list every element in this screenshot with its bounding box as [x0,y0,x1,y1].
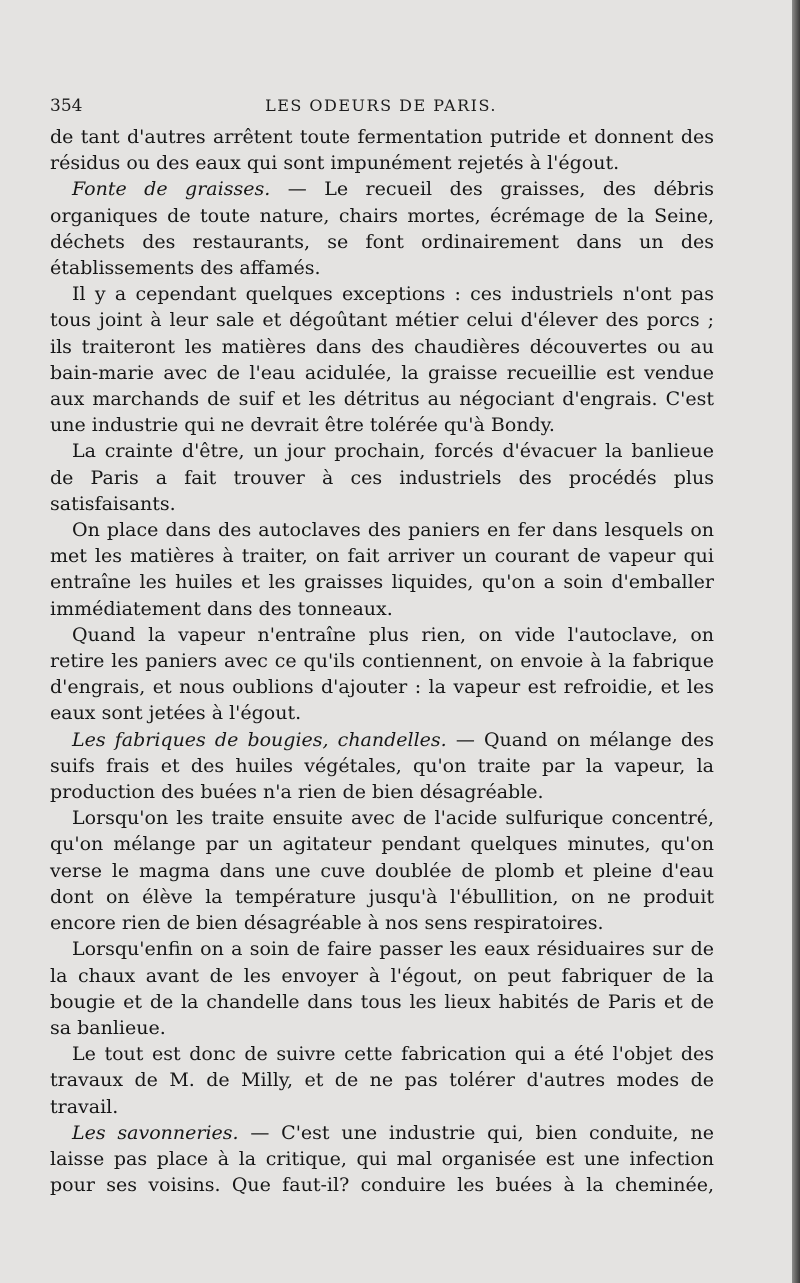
paragraph-text: — Le recueil des graisses, des débris organiques de toute nature, chairs mortes, écrémage de la Seine, déchets des restaurants, se font ordinairement dans un des établissements des affamés. [50,178,715,280]
section-label: Fonte de graisses. [72,178,271,201]
page-edge-shadow [792,0,800,1283]
paragraph-text: La crainte d'être, un jour prochain, forcés d'évacuer la banlieue de Paris a fait trouver à ces industriels des procédés plus satisfaisants. [50,440,714,515]
paragraph [50,438,714,517]
paragraph [50,805,714,936]
page-header [50,96,712,120]
paragraph [50,622,714,727]
paragraph-text: Quand la vapeur n'entraîne plus rien, on vide l'autoclave, on retire les paniers avec ce qu'ils contiennent, on envoie à la fabrique d'engrais, et nous oublions d'ajouter : la vapeur est refroidie, et les eaux sont jetées à l'égout. [50,623,714,725]
paragraph [50,124,714,176]
page-number: 354 [50,96,83,116]
paragraph [50,517,714,622]
section-label: Les fabriques de bougies, chandelles. [72,728,447,751]
paragraph-text: — C'est une industrie qui, bien conduite, ne laisse pas place à la critique, qui mal organisée est une infection pour ses voisins. Que faut-il? conduire les buées à la cheminée, [50,1121,714,1197]
paragraph-text: On place dans des autoclaves des paniers en fer dans lesquels on met les matières à traiter, on fait arriver un courant de vapeur qui entraîne les huiles et les graisses liquides, qu'on a soin d'emballer immédiatement dans des tonneaux. [50,519,714,620]
paragraph [50,936,714,1041]
paragraph [50,727,714,806]
paragraph-text: de tant d'autres arrêtent toute fermentation putride et donnent des résidus ou des eaux qui sont impunément rejetés à l'égout. [50,126,714,175]
paragraph-text: Lorsqu'on les traite ensuite avec de l'acide sulfurique concentré, qu'on mélange par un agitateur pendant quelques minutes, qu'on verse le magma dans une cuve doublée de plomb et pleine d'eau dont on élève la température jusqu'à l'ébullition, on ne produit encore rien de bien désagréable à nos sens respiratoires. [50,807,714,935]
paragraph-text: Il y a cependant quelques exceptions : ces industriels n'ont pas tous joint à leur sale et dégoûtant métier celui d'élever des porcs ; ils traiteront les matières dans des chaudières découvertes ou au bain-marie avec de l'eau acidulée, la graisse recueillie est vendue aux marchands de suif et les détritus au négociant d'engrais. C'est une industrie qui ne devrait être tolérée qu'à Bondy. [50,283,714,437]
paragraph [50,1120,714,1199]
paragraph [50,281,714,438]
section-label: Les savonneries. [72,1121,239,1144]
running-title: LES ODEURS DE PARIS. [265,96,497,115]
paragraph-text: — Quand on mélange des suifs frais et des huiles végétales, qu'on traite par la vapeur, la production des buées n'a rien de bien désagréable. [50,728,714,804]
body-text [50,124,714,1198]
paragraph-text: Lorsqu'enfin on a soin de faire passer les eaux résiduaires sur de la chaux avant de les envoyer à l'égout, on peut fabriquer de la bougie et de la chandelle dans tous les lieux habités de Paris et de sa banlieue. [50,938,714,1039]
paragraph [50,176,714,281]
paragraph-text: Le tout est donc de suivre cette fabrication qui a été l'objet des travaux de M. de Milly, et de ne pas tolérer d'autres modes de travail. [50,1043,714,1118]
paragraph [50,1041,714,1120]
